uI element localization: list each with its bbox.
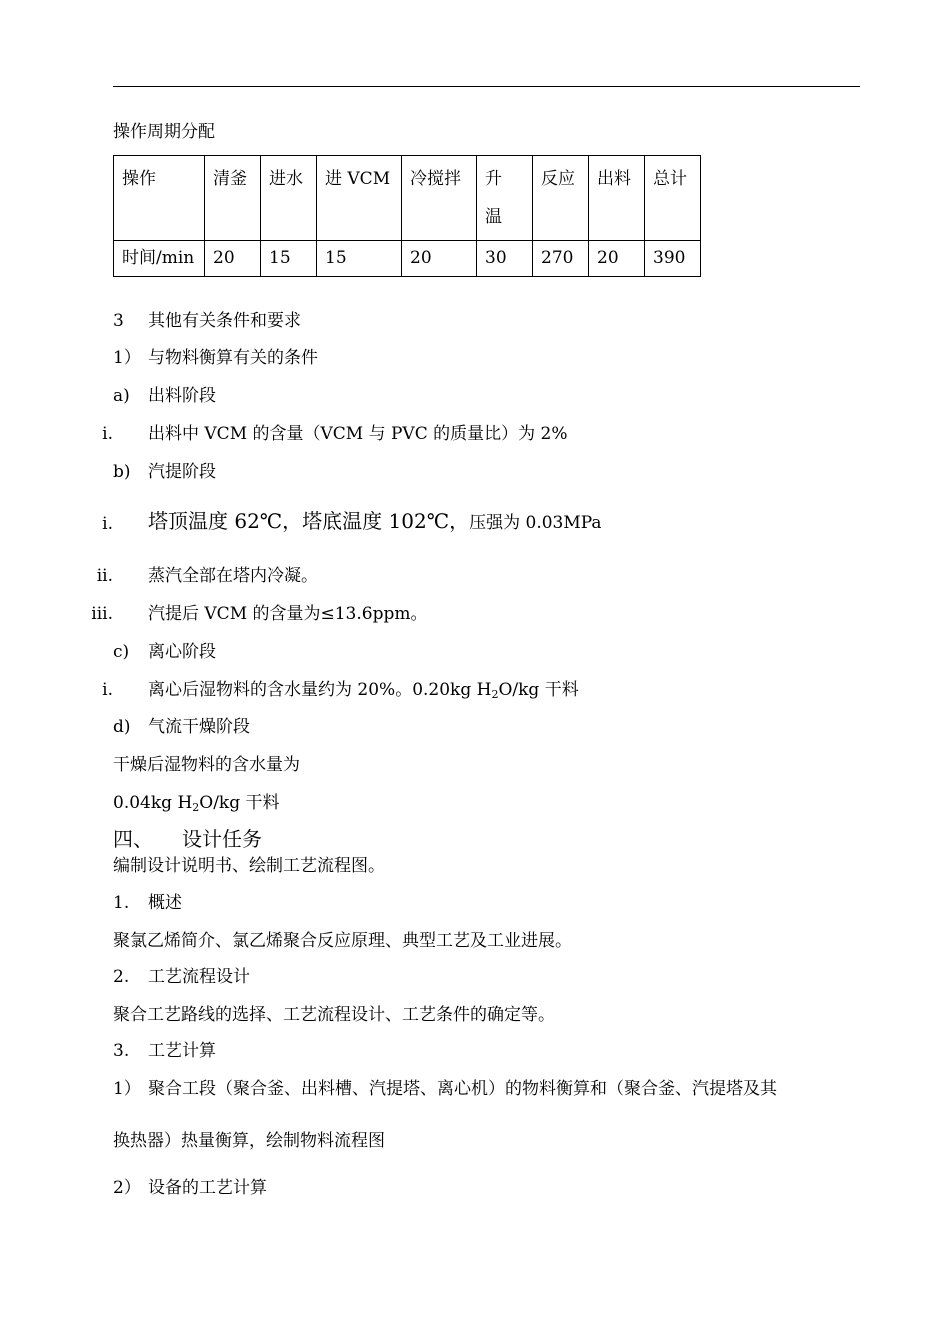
paragraph-text: O/kg 干料 (199, 793, 280, 813)
section-title: 其他有关条件和要求 (148, 311, 301, 331)
paragraph: 聚氯乙烯简介、氯乙烯聚合反应原理、典型工艺及工业进展。 (113, 931, 572, 951)
list-item: 汽提阶段 (148, 462, 216, 482)
list-number: 1） (113, 348, 141, 368)
list-item: 工艺计算 (148, 1041, 216, 1061)
heading-title: 设计任务 (182, 827, 262, 851)
list-item: 离心阶段 (148, 642, 216, 662)
list-item: 聚合工段（聚合釜、出料槽、汽提塔、离心机）的物料衡算和（聚合釜、汽提塔及其 (148, 1079, 777, 1099)
list-item: 概述 (148, 893, 182, 913)
list-roman: i. (102, 680, 113, 700)
list-number: 2） (113, 1178, 141, 1198)
list-item: 工艺流程设计 (148, 967, 250, 987)
table-cell: 20 (589, 241, 645, 277)
list-letter: b) (113, 462, 131, 482)
list-item: 出料阶段 (148, 386, 216, 406)
list-item: 汽提后 VCM 的含量为≤13.6ppm。 (148, 604, 428, 624)
paragraph: 聚合工艺路线的选择、工艺流程设计、工艺条件的确定等。 (113, 1005, 555, 1025)
paragraph: 换热器）热量衡算，绘制物料流程图 (113, 1131, 385, 1151)
header-rule (113, 86, 860, 87)
list-letter: a) (113, 386, 130, 406)
subscript: 2 (491, 688, 499, 701)
list-number: 3. (113, 1041, 130, 1061)
list-item: 设备的工艺计算 (148, 1178, 267, 1198)
list-letter: d) (113, 717, 131, 737)
table-row (114, 156, 701, 241)
table-caption: 操作周期分配 (113, 122, 215, 142)
table-cell: 270 (533, 241, 589, 277)
list-item: 气流干燥阶段 (148, 717, 250, 737)
table-cell-text: 升温 (485, 169, 502, 227)
table-cell: 15 (317, 241, 402, 277)
table-cell: 进水 (261, 156, 317, 241)
list-roman: i. (102, 424, 113, 444)
table-cell: 20 (402, 241, 477, 277)
subscript: 2 (192, 801, 200, 814)
paragraph: 编制设计说明书、绘制工艺流程图。 (113, 856, 385, 876)
table-cell: 15 (261, 241, 317, 277)
paragraph-text: 0.04kg H (113, 793, 193, 813)
table-cell: 冷搅拌 (402, 156, 477, 241)
list-item-text: 压强为 0.03MPa (469, 513, 602, 533)
table-row (114, 241, 701, 277)
list-number: 1） (113, 1079, 141, 1099)
list-roman: i. (102, 514, 113, 534)
list-item (148, 679, 579, 701)
paragraph: 干燥后湿物料的含水量为 (113, 755, 300, 775)
table-cell: 清釜 (205, 156, 261, 241)
list-item (148, 510, 602, 534)
table-cell: 出料 (589, 156, 645, 241)
heading-number: 四、 (113, 827, 153, 851)
table-cell: 时间/min (114, 241, 205, 277)
list-item: 与物料衡算有关的条件 (148, 348, 318, 368)
table-cell: 进 VCM (317, 156, 402, 241)
list-roman: ii. (96, 566, 113, 586)
table-cell: 390 (645, 241, 701, 277)
list-number: 2. (113, 967, 130, 987)
list-item-text: 离心后湿物料的含水量约为 20%。0.20kg H (148, 680, 492, 700)
table-cell: 20 (205, 241, 261, 277)
table-cell (477, 156, 533, 241)
operation-cycle-table (113, 155, 701, 277)
paragraph (113, 792, 280, 814)
list-item-text: O/kg 干料 (498, 680, 579, 700)
list-roman: iii. (91, 604, 113, 624)
list-item-text-large: 塔顶温度 62℃，塔底温度 102℃， (148, 509, 470, 533)
table-cell: 总计 (645, 156, 701, 241)
list-item: 蒸汽全部在塔内冷凝。 (148, 566, 318, 586)
section-number: 3 (113, 311, 124, 331)
table-cell: 30 (477, 241, 533, 277)
table-cell: 反应 (533, 156, 589, 241)
list-item: 出料中 VCM 的含量（VCM 与 PVC 的质量比）为 2% (148, 424, 568, 444)
list-letter: c) (113, 642, 130, 662)
list-number: 1. (113, 893, 130, 913)
table-cell: 操作 (114, 156, 205, 241)
